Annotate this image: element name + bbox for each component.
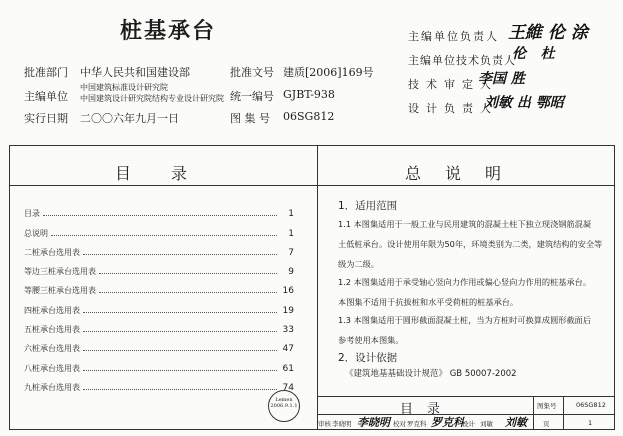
titleblock-design-name: 刘敏 [480,420,493,428]
toc-item[interactable]: 九桩承台选用表 74 [24,382,294,393]
header-divider [9,185,615,186]
toc-item[interactable]: 五桩承台选用表 33 [24,325,294,336]
titleblock-name: 目录 [400,402,455,417]
titleblock-check-name: 罗克科 [407,420,427,428]
titleblock-check-signature: 罗克科 [431,416,464,429]
design-head-label: 设计负责人 [408,102,498,115]
titleblock-review-signature: 李晓明 [357,416,390,429]
tech-reviewer-signature: 李国 胜 [478,71,525,87]
titleblock-page-value: 1 [588,419,593,427]
titleblock-atlas-label: 图集号 [537,402,557,410]
atlas-number-value: 06SG812 [283,110,335,123]
chief-unit-tech-head-label: 主编单位技术负责人 [408,54,516,67]
titleblock-check-label: 校对 [393,420,406,428]
unified-number-value: GJBT-938 [283,88,335,101]
design-basis-reference: 《建筑地基基础设计规范》 GB 50007-2002 [345,369,517,379]
column-divider [317,145,318,430]
chief-unit-head-label: 主编单位负责人 [408,30,499,43]
editor-unit-value-1: 中国建筑标准设计研究院 [80,83,168,92]
toc-item[interactable]: 目录 1 [24,209,294,220]
approval-stamp: Lemen 2006.9.1.1 [268,390,300,422]
editor-unit-label: 主编单位 [24,90,68,103]
atlas-number-label: 图 集 号 [230,112,270,125]
titleblock-divider-2 [563,396,564,430]
toc-item[interactable]: 二桩承台选用表 7 [24,247,294,258]
titleblock-divider-1 [533,396,534,430]
titleblock-page-label: 页 [543,420,550,428]
chief-unit-tech-head-signature: 伦 杜 [512,46,555,62]
chief-unit-head-signature: 王維 伦 涂 [508,23,588,43]
toc-item[interactable]: 六桩承台选用表 47 [24,344,294,355]
notes-body-3: 1.3 本图集适用于圆形截面混凝土桩，当为方桩时可换算成圆形截面后 参考使用本图集。 [338,315,592,345]
section-2-title: 2．设计依据 [338,352,398,364]
titleblock-design-label: 设计 [462,420,475,428]
effective-date-value: 二〇〇六年九月一日 [80,112,179,125]
approval-dept-label: 批准部门 [24,66,68,79]
effective-date-label: 实行日期 [24,112,68,125]
approval-dept-value: 中华人民共和国建设部 [80,66,190,79]
toc-item[interactable]: 四桩承台选用表 19 [24,305,294,316]
toc-item[interactable]: 总说明 1 [24,228,294,239]
notes-body-1: 1.1 本图集适用于一般工业与民用建筑的混凝土柱下独立现浇钢筋混凝 土低桩承台。设计使用年限为50年，环境类别为二类，建筑结构的安全等 级为二级。 [338,219,603,269]
design-head-signature: 刘敏 出 鄂昭 [484,95,564,111]
toc-item[interactable]: 等腰三桩承台选用表 16 [24,286,294,297]
toc-list [24,200,294,393]
titleblock-design-signature: 刘敏 [505,416,527,429]
notes-heading: 总说明 [405,164,526,183]
notes-body-2: 1.2 本图集适用于承受轴心竖向力作用或偏心竖向力作用的桩基承台。 本图集不适用于抗拔桩和水平受荷桩的桩基承台。 [338,277,592,307]
section-1-title: 1．适用范围 [338,200,398,212]
toc-heading: 目录 [115,164,228,183]
titleblock-review-name: 李晓明 [332,420,352,428]
page-title: 桩基承台 [120,19,217,44]
titleblock-atlas-value: 06SG812 [576,401,606,409]
titleblock-top-line [317,396,615,397]
approval-doc-value: 建质[2006]169号 [283,66,374,79]
titleblock-review-label: 审核 [318,420,331,428]
unified-number-label: 统一编号 [230,90,274,103]
tech-reviewer-label: 技术审定人 [408,78,498,91]
toc-item[interactable]: 等边三桩承台选用表 9 [24,267,294,278]
approval-doc-label: 批准文号 [230,66,274,79]
toc-item[interactable]: 八桩承台选用表 61 [24,363,294,374]
editor-unit-value-2: 中国建筑设计研究院结构专业设计研究院 [80,94,224,103]
